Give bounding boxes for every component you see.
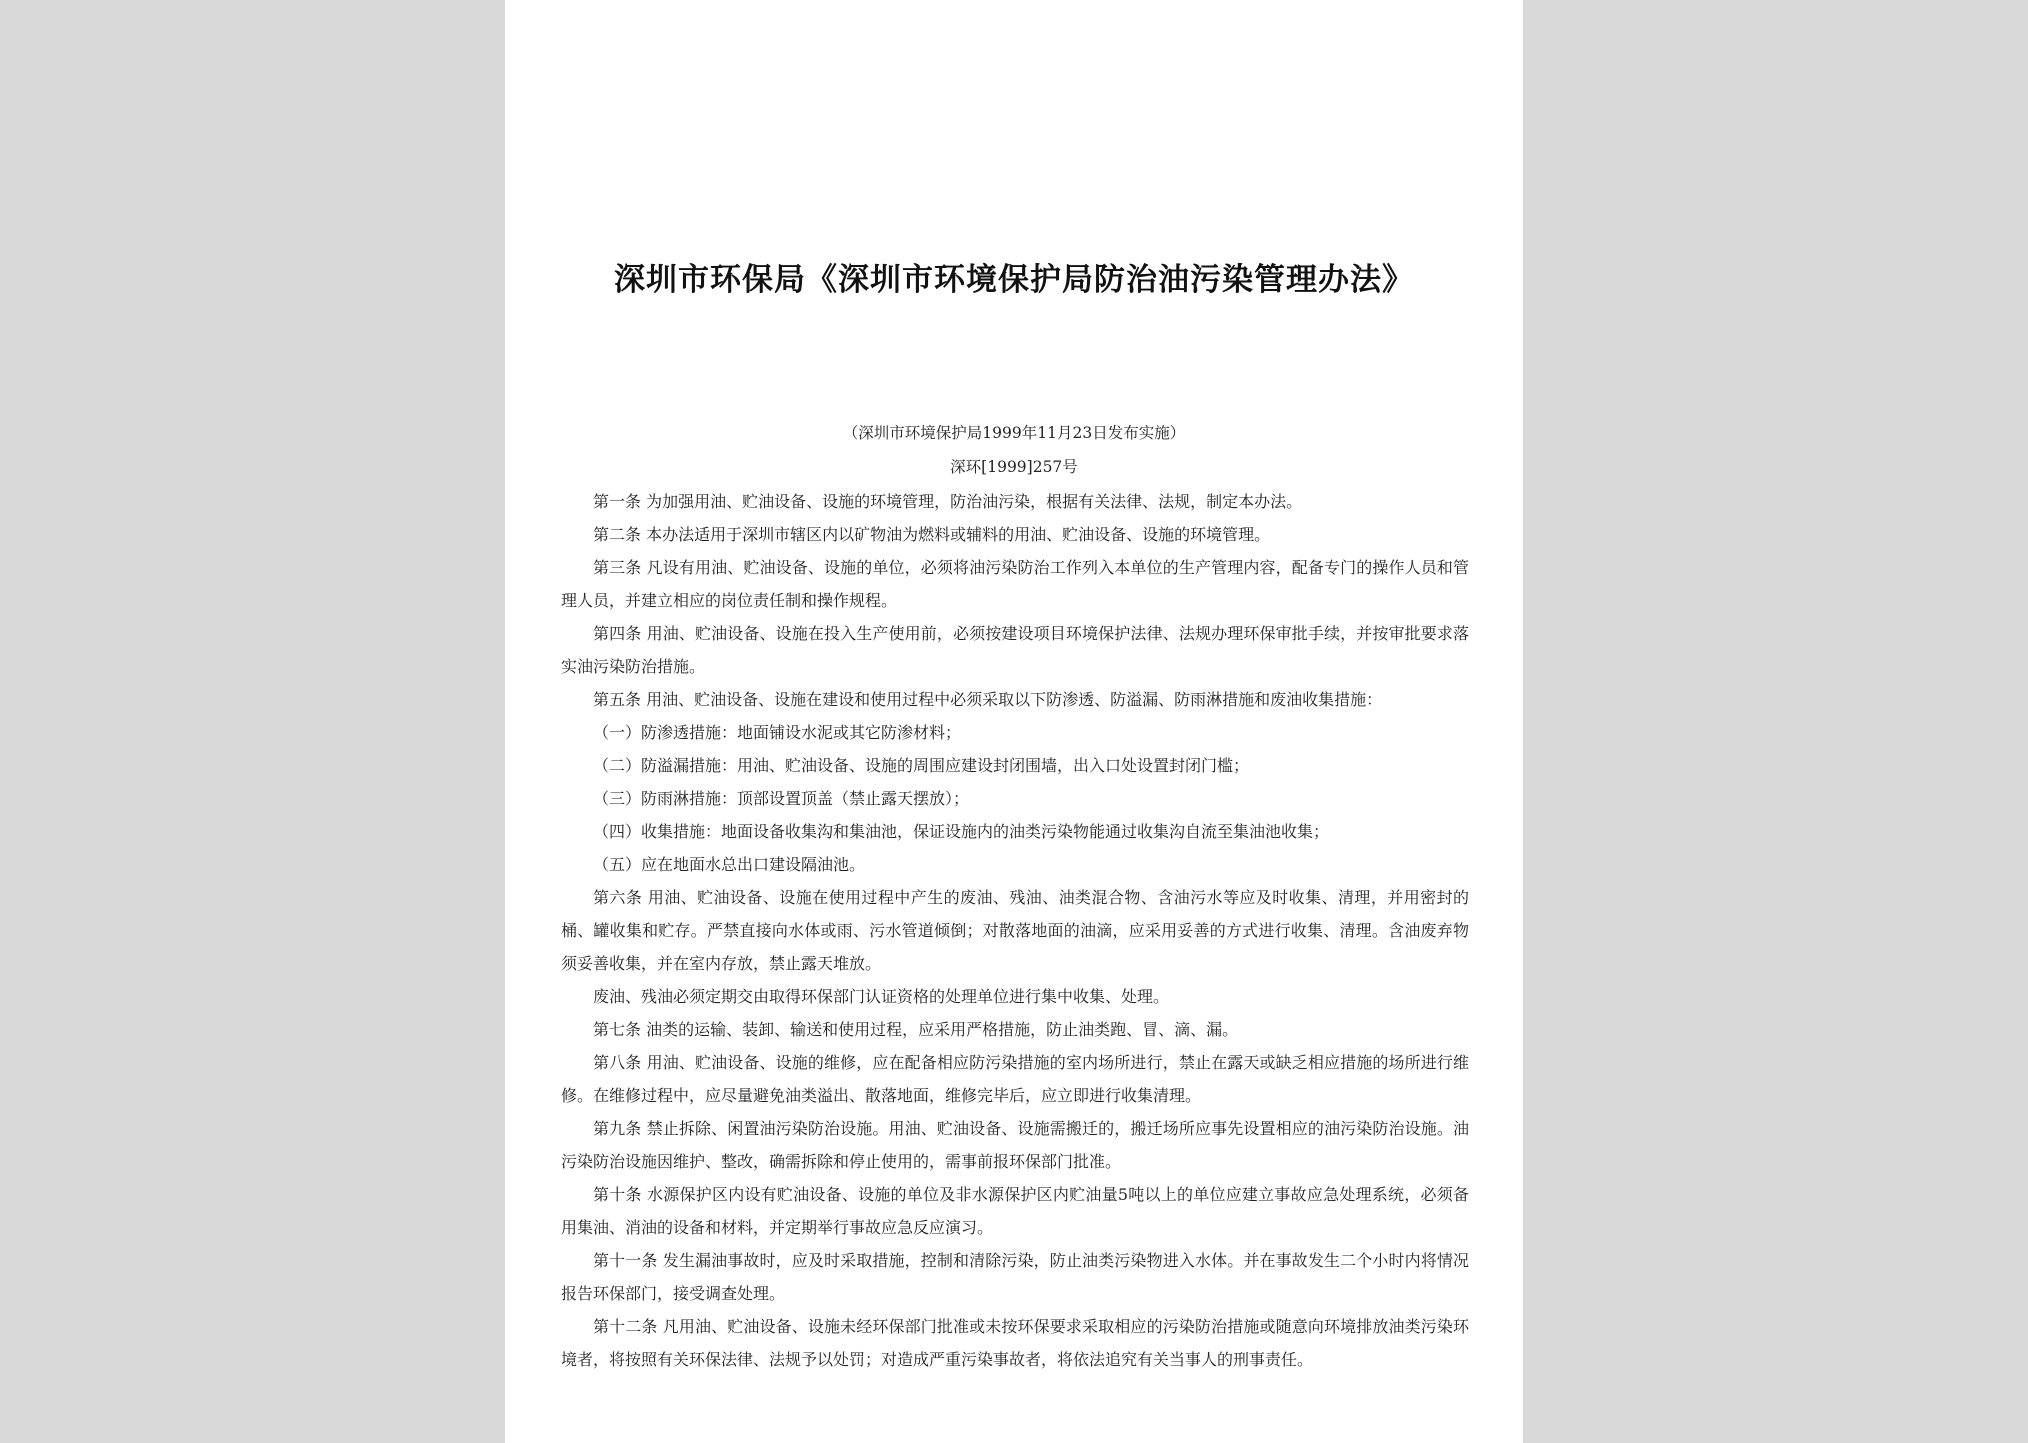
document-page <box>505 0 1523 1443</box>
article-6-continuation: 废油、残油必须定期交由取得环保部门认证资格的处理单位进行集中收集、处理。 <box>593 987 1170 1006</box>
document-title: 深圳市环保局《深圳市环境保护局防治油污染管理办法》 <box>614 262 1414 298</box>
publication-note: （深圳市环境保护局1999年11月23日发布实施） <box>842 424 1186 442</box>
document-number: 深环[1999]257号 <box>950 458 1078 476</box>
article-2: 第二条 本办法适用于深圳市辖区内以矿物油为燃料或辅料的用油、贮油设备、设施的环境管理。 <box>593 525 1271 544</box>
article-5-item-3: （三）防雨淋措施：顶部设置顶盖（禁止露天摆放）； <box>593 789 970 808</box>
article-8: 第八条 用油、贮油设备、设施的维修，应在配备相应防污染措施的室内场所进行，禁止在露天或缺乏相应措施的场所进行维修。在维修过程中，应尽量避免油类溢出、散落地面，维修完毕后，应立即进行收集清理。 <box>561 1053 1469 1105</box>
article-10: 第十条 水源保护区内设有贮油设备、设施的单位及非水源保护区内贮油量5吨以上的单位应建立事故应急处理系统，必须备用集油、消油的设备和材料，并定期举行事故应急反应演习。 <box>561 1185 1469 1237</box>
article-5: 第五条 用油、贮油设备、设施在建设和使用过程中必须采取以下防渗透、防溢漏、防雨淋措施和废油收集措施： <box>593 690 1383 709</box>
article-7: 第七条 油类的运输、装卸、输送和使用过程，应采用严格措施，防止油类跑、冒、滴、漏。 <box>593 1020 1239 1039</box>
article-5-item-2: （二）防溢漏措施：用油、贮油设备、设施的周围应建设封闭围墙，出入口处设置封闭门槛； <box>593 756 1250 775</box>
article-6: 第六条 用油、贮油设备、设施在使用过程中产生的废油、残油、油类混合物、含油污水等应及时收集、清理，并用密封的桶、罐收集和贮存。严禁直接向水体或雨、污水管道倾倒；对散落地面的油滴，应采用妥善的方式进行收集、清理。含油废弃物须妥善收集，并在室内存放，禁止露天堆放。 <box>561 888 1469 973</box>
article-5-item-5: （五）应在地面水总出口建设隔油池。 <box>593 855 866 874</box>
article-9: 第九条 禁止拆除、闲置油污染防治设施。用油、贮油设备、设施需搬迁的，搬迁场所应事先设置相应的油污染防治设施。油污染防治设施因维护、整改，确需拆除和停止使用的，需事前报环保部门批准。 <box>561 1119 1469 1171</box>
article-5-item-4: （四）收集措施：地面设备收集沟和集油池，保证设施内的油类污染物能通过收集沟自流至集油池收集； <box>593 822 1330 841</box>
article-3: 第三条 凡设有用油、贮油设备、设施的单位，必须将油污染防治工作列入本单位的生产管理内容，配备专门的操作人员和管理人员，并建立相应的岗位责任制和操作规程。 <box>561 558 1469 610</box>
article-11: 第十一条 发生漏油事故时，应及时采取措施，控制和清除污染，防止油类污染物进入水体。并在事故发生二个小时内将情况报告环保部门，接受调查处理。 <box>561 1251 1469 1303</box>
article-4: 第四条 用油、贮油设备、设施在投入生产使用前，必须按建设项目环境保护法律、法规办理环保审批手续，并按审批要求落实油污染防治措施。 <box>561 624 1469 676</box>
article-5-item-1: （一）防渗透措施：地面铺设水泥或其它防渗材料； <box>593 723 962 742</box>
article-1: 第一条 为加强用油、贮油设备、设施的环境管理，防治油污染，根据有关法律、法规，制定本办法。 <box>593 492 1303 511</box>
article-12: 第十二条 凡用油、贮油设备、设施未经环保部门批准或未按环保要求采取相应的污染防治措施或随意向环境排放油类污染环境者，将按照有关环保法律、法规予以处罚；对造成严重污染事故者，将依法追究有关当事人的刑事责任。 <box>561 1317 1469 1369</box>
document-body <box>561 485 1469 1376</box>
